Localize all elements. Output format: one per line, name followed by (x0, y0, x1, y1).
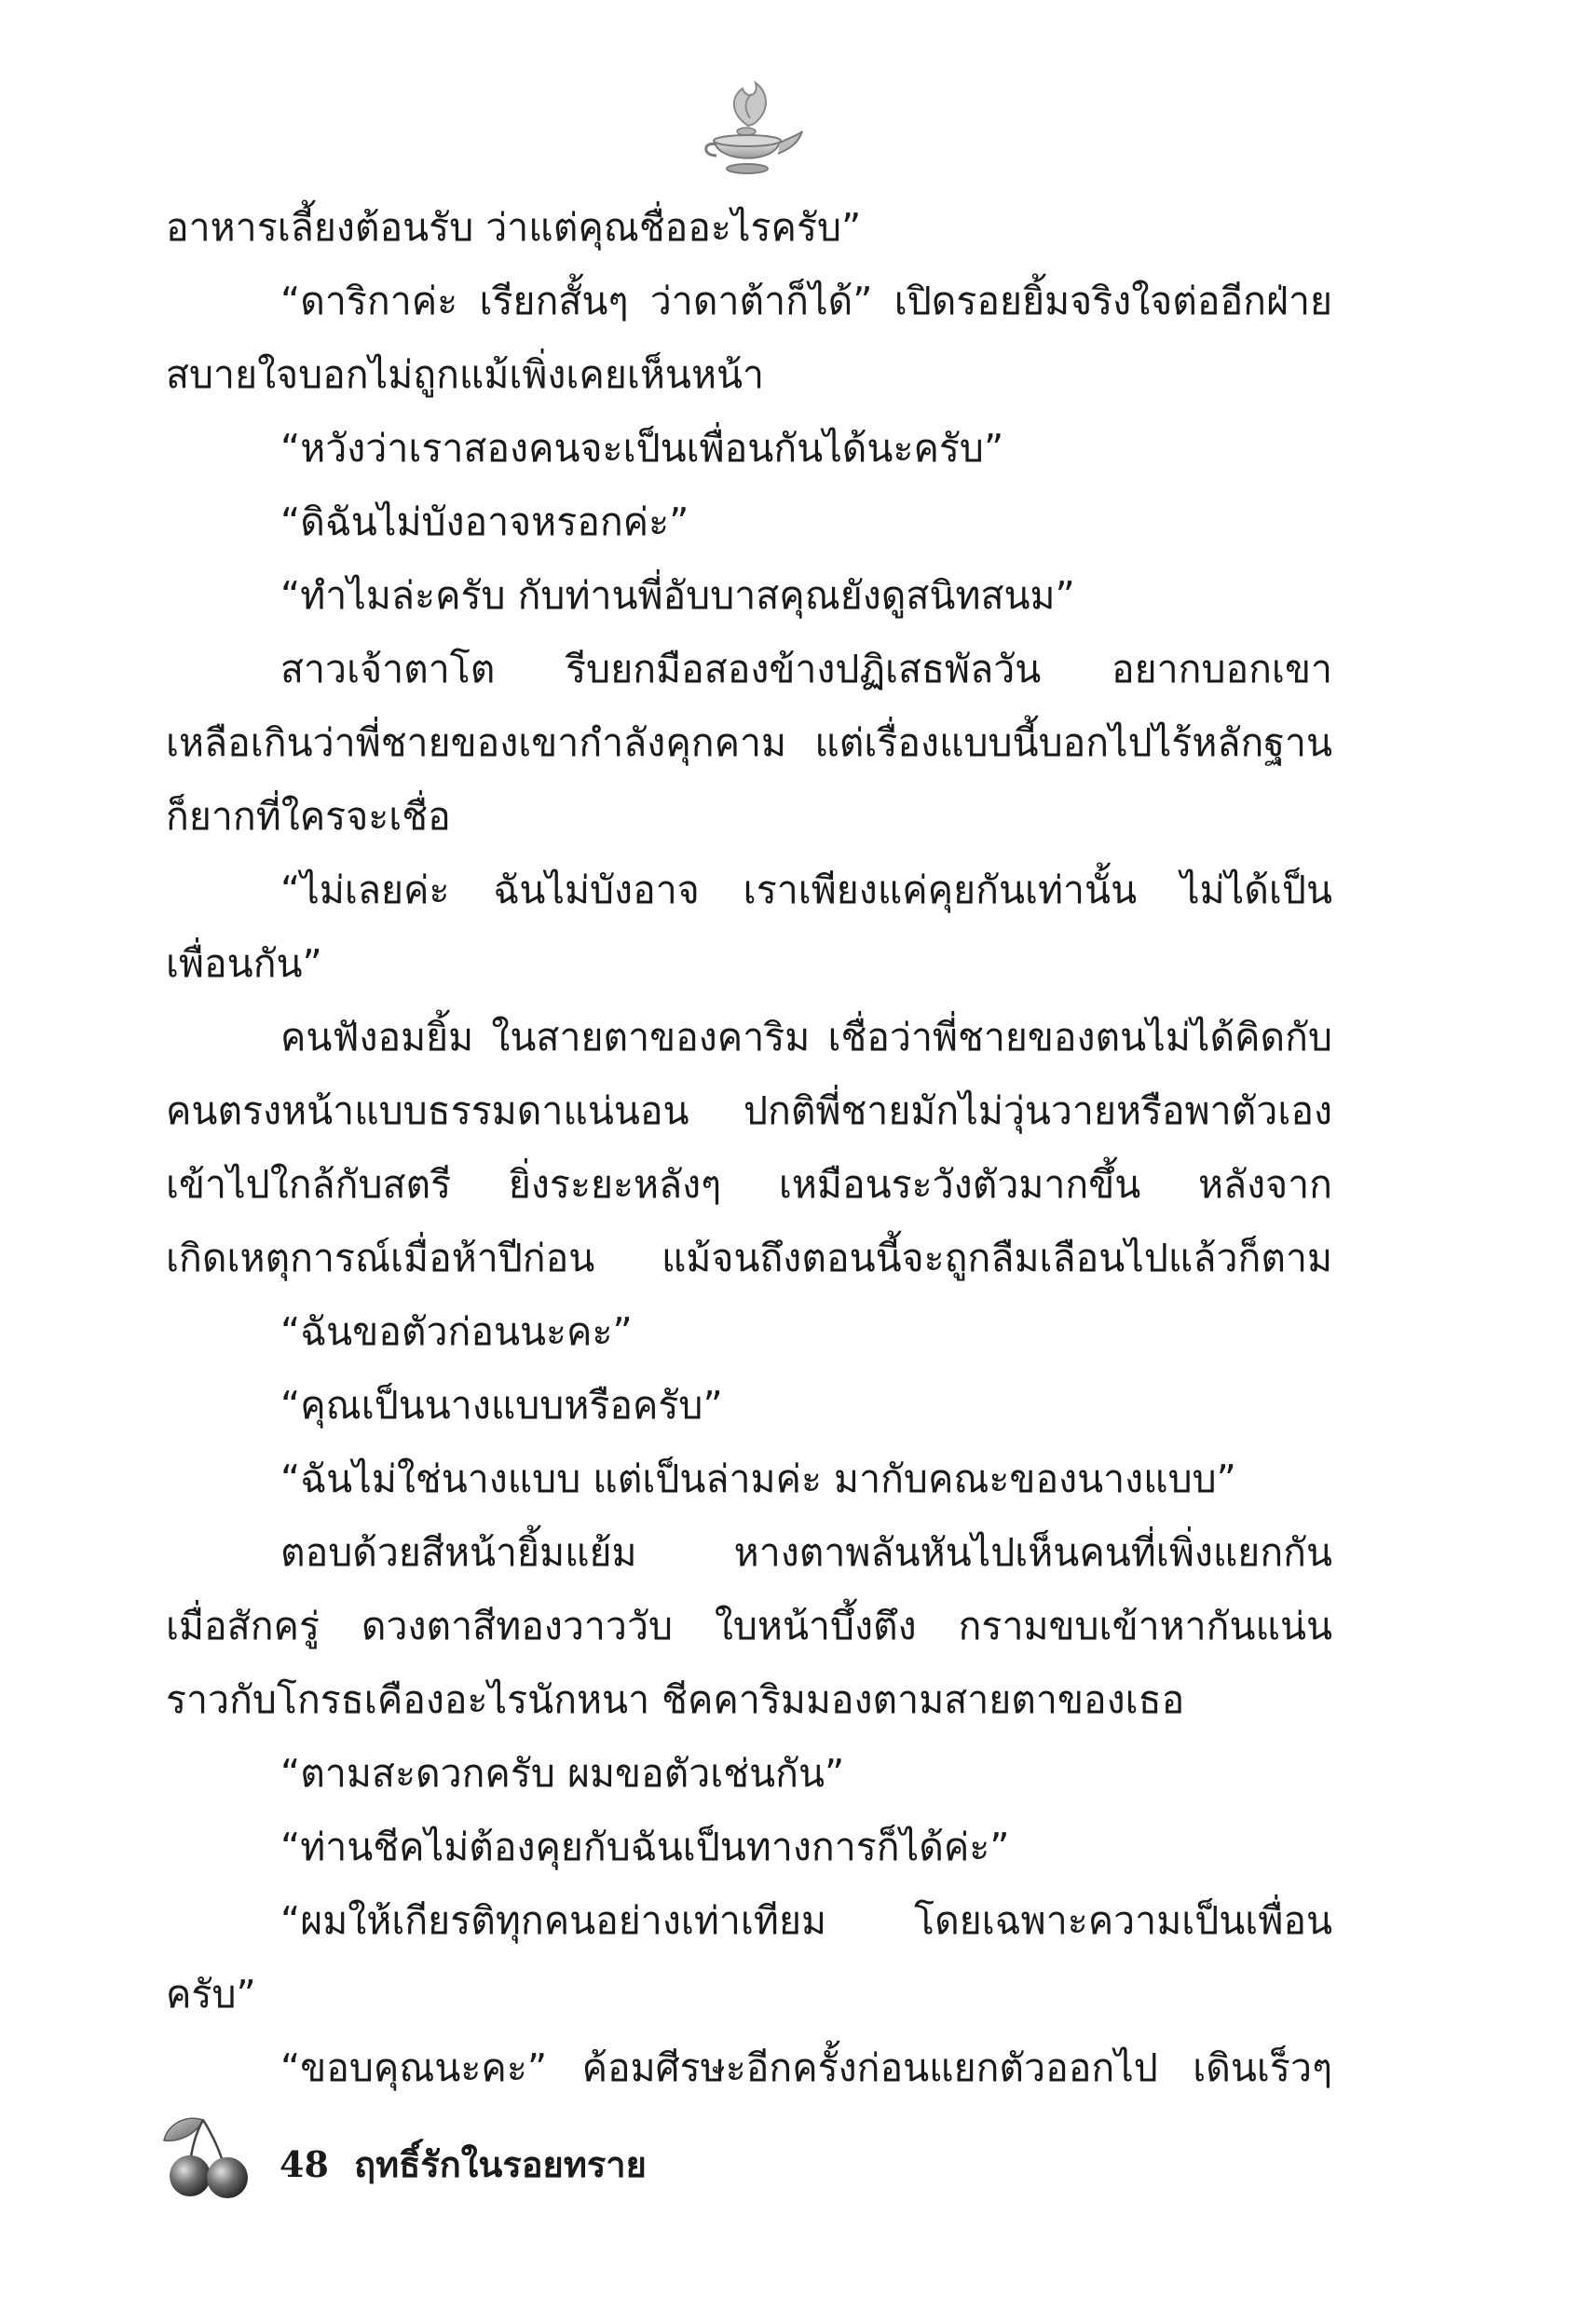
text-line: “ผมให้เกียรติทุกคนอย่างเท่าเทียม โดยเฉพาะความเป็นเพื่อน (280, 1898, 1332, 1943)
text-line: เข้าไปใกล้กับสตรี ยิ่งระยะหลังๆ เหมือนระวังตัวมากขึ้น หลังจาก (166, 1162, 1332, 1207)
text-line: “ไม่เลยค่ะ ฉันไม่บังอาจ เราเพียงแค่คุยกันเท่านั้น ไม่ได้เป็น (280, 868, 1332, 912)
text-line: “ทำไมล่ะครับ กับท่านพี่อับบาสคุณยังดูสนิทสนม” (280, 573, 1075, 618)
text-line: ก็ยากที่ใครจะเชื่อ (166, 794, 451, 839)
text-line: ครับ” (166, 1972, 256, 2017)
text-line: ราวกับโกรธเคืองอะไรนักหนา ชีคคาริมมองตามสายตาของเธอ (166, 1677, 1185, 1722)
text-line: “ท่านชีคไม่ต้องคุยกับฉันเป็นทางการก็ได้ค่ะ” (280, 1825, 1010, 1869)
text-line: สาวเจ้าตาโต รีบยกมือสองข้างปฏิเสธพัลวัน อยากบอกเขา (280, 647, 1332, 691)
text-line: ตอบด้วยสีหน้ายิ้มแย้ม หางตาพลันหันไปเห็นคนที่เพิ่งแยกกัน (280, 1530, 1332, 1575)
text-line: “คุณเป็นนางแบบหรือครับ” (280, 1383, 723, 1428)
text-line: สบายใจบอกไม่ถูกแม้เพิ่งเคยเห็นหน้า (166, 352, 765, 397)
text-line: เกิดเหตุการณ์เมื่อห้าปีก่อน แม้จนถึงตอนนี้จะถูกลืมเลือนไปแล้วก็ตาม (166, 1236, 1332, 1280)
text-line: “ดาริกาค่ะ เรียกสั้นๆ ว่าดาต้าก็ได้” เปิดรอยยิ้มจริงใจต่ออีกฝ่าย (280, 279, 1332, 323)
text-line: “หวังว่าเราสองคนจะเป็นเพื่อนกันได้นะครับ” (280, 426, 1004, 471)
text-line: อาหารเลี้ยงต้อนรับ ว่าแต่คุณชื่ออะไรครับ” (166, 205, 862, 250)
text-line: เหลือเกินว่าพี่ชายของเขากำลังคุกคาม แต่เรื่องแบบนี้บอกไปไร้หลักฐาน (166, 720, 1332, 765)
text-line: “ตามสะดวกครับ ผมขอตัวเช่นกัน” (280, 1751, 845, 1796)
text-line: คนฟังอมยิ้ม ในสายตาของคาริม เชื่อว่าพี่ชายของตนไม่ได้คิดกับ (280, 1015, 1332, 1060)
page-footer (280, 2136, 647, 2193)
page-number: 48 (280, 2143, 329, 2185)
cherries-icon (158, 2111, 261, 2199)
text-line: คนตรงหน้าแบบธรรมดาแน่นอน ปกติพี่ชายมักไม่วุ่นวายหรือพาตัวเอง (166, 1088, 1332, 1133)
text-line: “ขอบคุณนะคะ” ค้อมศีรษะอีกครั้งก่อนแยกตัวออกไป เดินเร็วๆ (280, 2045, 1332, 2090)
book-title: ฤทธิ์รักในรอยทราย (354, 2143, 647, 2185)
genie-lamp-icon (694, 79, 806, 182)
text-line: เมื่อสักครู่ ดวงตาสีทองวาววับ ใบหน้าบึ้งตึง กรามขบเข้าหากันแน่น (166, 1604, 1332, 1648)
text-line: เพื่อนกัน” (166, 941, 322, 986)
body-text (166, 191, 1332, 2105)
text-line: “ฉันไม่ใช่นางแบบ แต่เป็นล่ามค่ะ มากับคณะของนางแบบ” (280, 1456, 1236, 1501)
text-line: “ฉันขอตัวก่อนนะคะ” (280, 1309, 633, 1354)
text-line: “ดิฉันไม่บังอาจหรอกค่ะ” (280, 499, 689, 544)
